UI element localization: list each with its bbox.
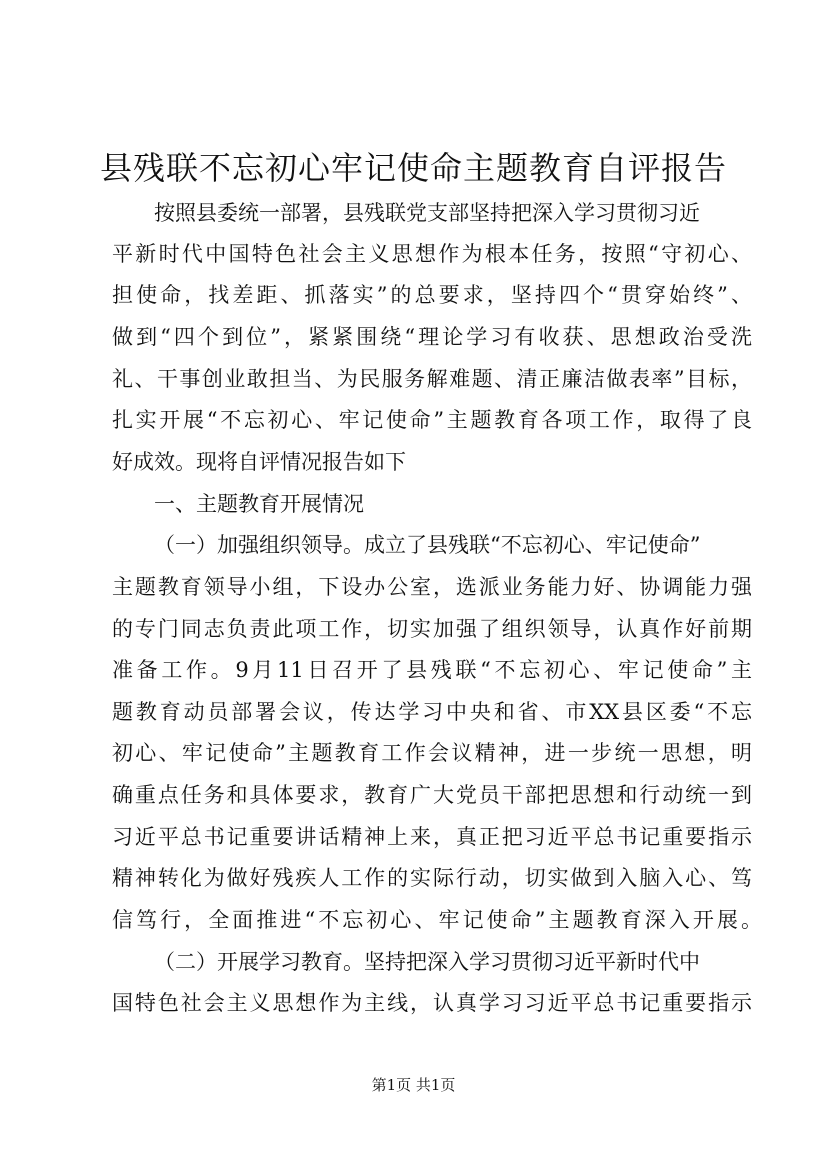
paragraph-line: 的专门同志负责此项工作，切实加强了组织领导，认真作好前期 <box>112 617 752 641</box>
paragraph-line: 精神转化为做好残疾人工作的实际行动，切实做到入脑入心、笃 <box>112 866 752 890</box>
paragraph-line: （二）开展学习教育。坚持把深入学习贯彻习近平新时代中 <box>154 950 700 974</box>
paragraph-line: 扎实开展“不忘初心、牢记使命”主题教育各项工作，取得了良 <box>112 408 752 432</box>
paragraph-line: 国特色社会主义思想作为主线，认真学习习近平总书记重要指示 <box>112 991 752 1015</box>
paragraph-line: 礼、干事创业敢担当、为民服务解难题、清正廉洁做表率”目标， <box>112 367 752 391</box>
paragraph-line: 准备工作。9月11日召开了县残联“不忘初心、牢记使命”主 <box>112 658 752 682</box>
paragraph-line: 题教育动员部署会议，传达学习中央和省、市XX县区委“不忘 <box>112 700 752 724</box>
paragraph-line: 信笃行，全面推进“不忘初心、牢记使命”主题教育深入开展。 <box>112 908 762 932</box>
page-footer: 第1页 共1页 <box>371 1076 456 1094</box>
paragraph-line: 初心、牢记使命”主题教育工作会议精神，进一步统一思想，明 <box>112 741 752 765</box>
paragraph-line: 做到“四个到位”，紧紧围绕“理论学习有收获、思想政治受洗 <box>112 325 752 349</box>
paragraph-line: （一）加强组织领导。成立了县残联“不忘初心、牢记使命” <box>154 533 701 557</box>
paragraph-line: 习近平总书记重要讲话精神上来，真正把习近平总书记重要指示 <box>112 825 752 849</box>
paragraph-line: 好成效。现将自评情况报告如下 <box>112 450 406 474</box>
paragraph-line: 确重点任务和具体要求，教育广大党员干部把思想和行动统一到 <box>112 783 752 807</box>
paragraph-line: 担使命，找差距、抓落实”的总要求，坚持四个“贯穿始终”、 <box>112 283 752 307</box>
paragraph-line: 按照县委统一部署，县残联党支部坚持把深入学习贯彻习近 <box>154 201 700 225</box>
paragraph-line: 平新时代中国特色社会主义思想作为根本任务，按照“守初心、 <box>112 242 752 266</box>
section-heading: 一、主题教育开展情况 <box>154 492 364 516</box>
document-title: 县残联不忘初心牢记使命主题教育自评报告 <box>99 149 727 187</box>
paragraph-line: 主题教育领导小组，下设办公室，选派业务能力好、协调能力强 <box>112 575 752 599</box>
